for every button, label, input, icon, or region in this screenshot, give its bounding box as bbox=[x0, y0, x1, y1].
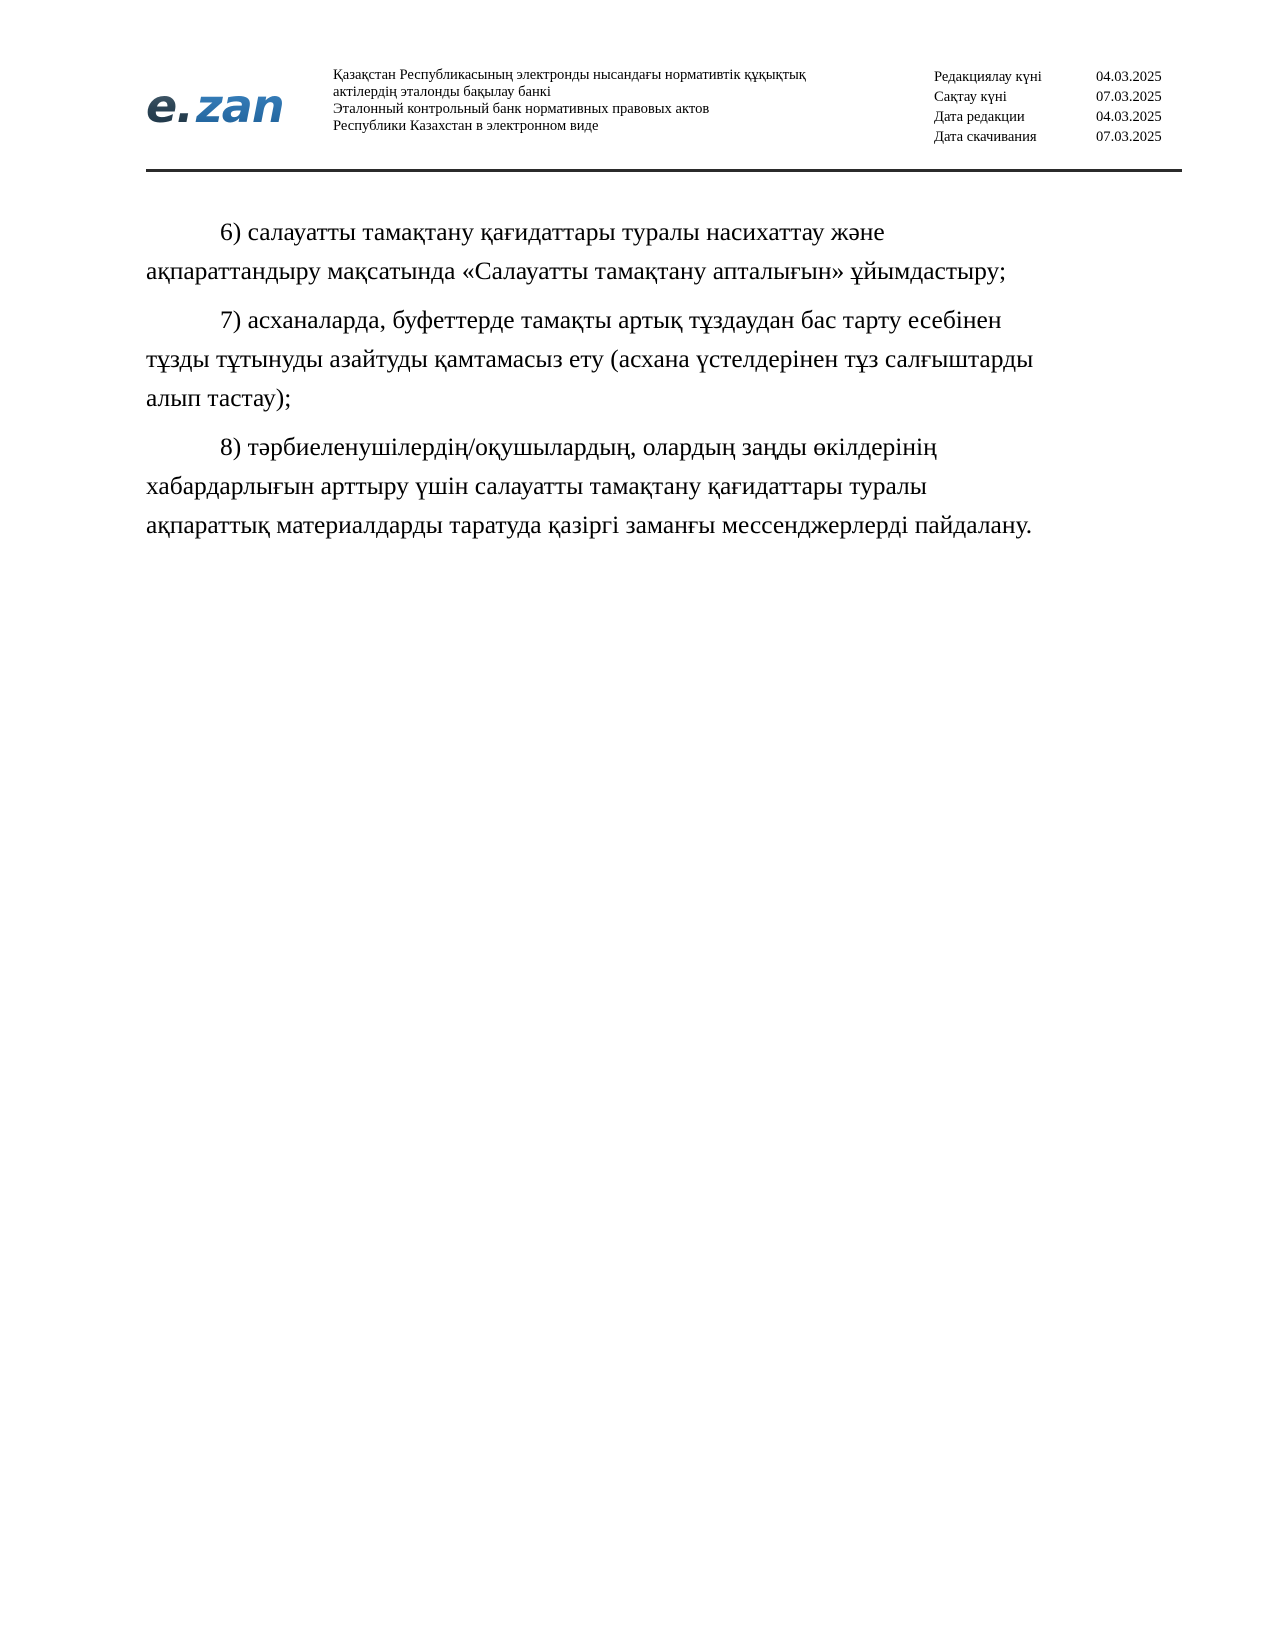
paragraph-line: 6) салауатты тамақтану қағидаттары туралы насихаттау және bbox=[220, 217, 885, 246]
svg-text:e.: e. bbox=[146, 79, 193, 133]
paragraph-line: алып тастау); bbox=[146, 383, 292, 412]
registry-title bbox=[333, 67, 893, 135]
paragraph-line: хабардарлығын арттыру үшін салауатты тамақтану қағидаттары туралы bbox=[146, 471, 927, 500]
date-value: 04.03.2025 bbox=[1096, 69, 1162, 85]
date-label: Дата скачивания bbox=[934, 129, 1037, 145]
date-value: 04.03.2025 bbox=[1096, 109, 1162, 125]
paragraph-item-6 bbox=[146, 212, 1186, 290]
registry-title-line: актілердің эталонды бақылау банкі bbox=[333, 84, 551, 100]
paragraph-line: тұзды тұтынуды азайтуды қамтамасыз ету (асхана үстелдерінен тұз салғыштарды bbox=[146, 344, 1034, 373]
date-row bbox=[934, 87, 1162, 107]
registry-title-line: Қазақстан Республикасының электронды нысандағы нормативтік құқықтық bbox=[333, 67, 806, 83]
date-value: 07.03.2025 bbox=[1096, 129, 1162, 145]
paragraph-item-7 bbox=[146, 300, 1186, 417]
date-label: Сақтау күні bbox=[934, 89, 1007, 105]
date-row bbox=[934, 127, 1162, 147]
registry-title-line: Эталонный контрольный банк нормативных правовых актов bbox=[333, 101, 710, 117]
date-value: 07.03.2025 bbox=[1096, 89, 1162, 105]
date-label: Дата редакции bbox=[934, 109, 1025, 125]
svg-text:zan: zan bbox=[196, 79, 284, 133]
date-label: Редакциялау күні bbox=[934, 69, 1042, 85]
ezan-logo bbox=[146, 78, 296, 134]
date-info-table bbox=[934, 67, 1162, 147]
header-divider bbox=[146, 169, 1182, 172]
document-body bbox=[146, 212, 1186, 554]
document-header bbox=[146, 64, 1182, 170]
date-row bbox=[934, 67, 1162, 87]
paragraph-line: ақпараттандыру мақсатында «Салауатты тамақтану апталығын» ұйымдастыру; bbox=[146, 256, 1007, 285]
paragraph-line: 8) тәрбиеленушілердің/оқушылардың, олардың заңды өкілдерінің bbox=[220, 432, 937, 461]
date-row bbox=[934, 107, 1162, 127]
paragraph-item-8 bbox=[146, 427, 1186, 544]
registry-title-line: Республики Казахстан в электронном виде bbox=[333, 118, 599, 134]
paragraph-line: ақпараттық материалдарды таратуда қазіргі заманғы мессенджерлерді пайдалану. bbox=[146, 510, 1033, 539]
paragraph-line: 7) асханаларда, буфеттерде тамақты артық тұздаудан бас тарту есебінен bbox=[220, 305, 1002, 334]
